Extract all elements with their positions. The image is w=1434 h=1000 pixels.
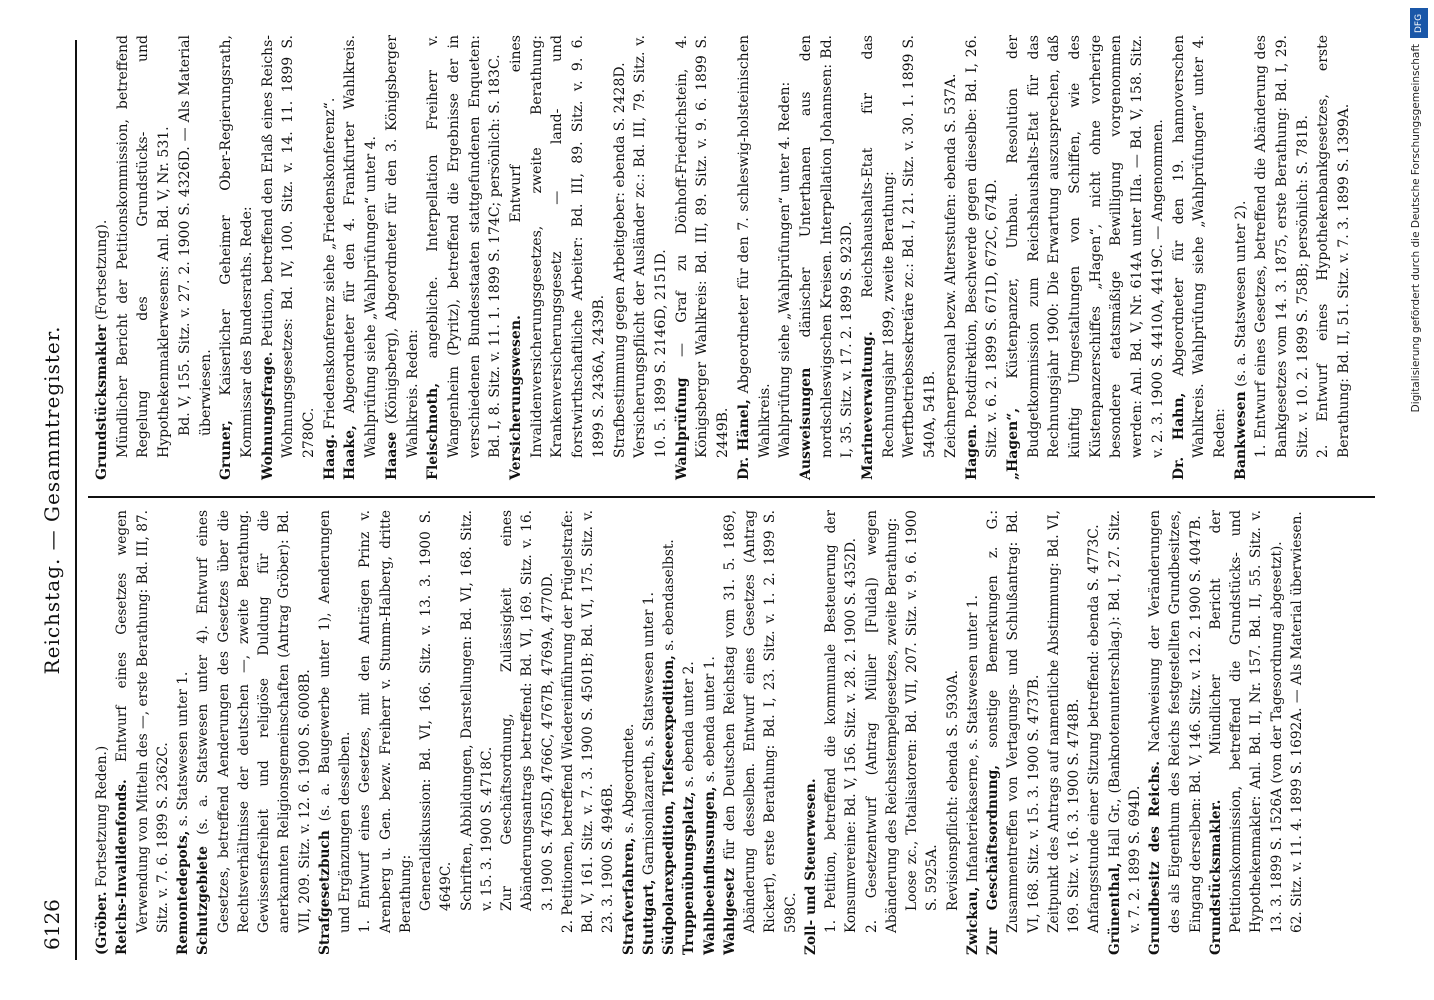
entry-headword: Zwickau, xyxy=(964,886,981,955)
entry-text: Garnisonlazareth, s. Statswesen unter 1. xyxy=(640,592,657,880)
running-head: Reichstag. — Gesammtregister. xyxy=(40,325,64,675)
register-entry xyxy=(1105,510,1146,955)
register-entry xyxy=(92,510,112,955)
register-entry xyxy=(355,510,416,955)
register-entry xyxy=(320,35,341,480)
entry-text: Kaiserlicher Geheimer Ober-Regierungsrath, Kommissar des Bundesraths. Rede: xyxy=(218,35,255,458)
register-entry xyxy=(899,35,940,480)
register-entry xyxy=(175,35,216,480)
entry-text: sonstige Bemerkungen z. G.: Zusammentreffen von Vertagungs- und Schlußantrag: Bd. VI, 168. Sitz. v. 15. 3. 1900 S. 4737B. xyxy=(985,510,1042,933)
entry-text: Reichshaushalts-Etat für das Rechnungsjahr 1899, zweite Berathung: xyxy=(860,35,897,458)
entry-text: Zeichnerpersonal bezw. Altersstufen: ebenda S. 537A. xyxy=(942,73,959,458)
entry-headword: Haag. xyxy=(321,433,338,480)
entry-headword: Grünenthal, xyxy=(1106,862,1123,955)
entry-headword: Grundstücksmakler xyxy=(94,324,110,480)
entry-headword: Haake, xyxy=(342,425,359,480)
entry-text: 1. Entwurf eines Gesetzes, mit den Anträgen Prinz v. Arenberg u. Gen. bezw. Freiherr v. Stumm-Halberg, dritte Berathung: xyxy=(357,510,414,933)
entry-text: Abgeordneter für den 4. Frankfurter Wahlkreis. Wahlprüfung siehe „Wahlprüfungen“ unter 4. xyxy=(342,35,380,458)
register-entry xyxy=(801,510,821,955)
entry-text: Petition, betreffend den Erlaß eines Reichs-Wohnungsgesetzes: Bd. IV, 100. Sitz. v. 14. 11. 1899 S. 2780C. xyxy=(259,35,318,458)
entry-text: (Königsberg), Abgeordneter für den 3. Königsberger Wahlkreis. Reden: xyxy=(383,35,421,458)
register-entry xyxy=(796,35,858,480)
register-entry xyxy=(821,510,862,955)
register-entry xyxy=(734,35,775,480)
register-entry xyxy=(858,35,899,480)
register-entry xyxy=(1003,35,1169,480)
entry-headword: Fleischnoth, xyxy=(425,382,442,480)
entry-headword: Zoll- und Steuerwesen. xyxy=(802,778,819,955)
register-entry xyxy=(423,35,506,480)
entry-headword: Grundbesitz des Reichs. xyxy=(1147,760,1163,955)
register-entry xyxy=(983,510,1044,955)
entry-text: (s. a. Statswesen unter 4). Entwurf eines Gesetzes, betreffend Aenderungen des Gesetzes über die Rechtsverhältnisse der deutschen —, zweite Berathung. Gewissensfreiheit und religiöse Duldung für die anerkannten Religionsgemeinschaften (Antrag Gröber): Bd. VII, 209. Sitz. v. 12. 6. 1900 S. 6008B. xyxy=(195,510,313,933)
digitization-strip xyxy=(1408,8,1430,993)
entry-text: 62. Sitz. v. 11. 4. 1899 S. 1692A. — Als Material überwiesen. xyxy=(1288,511,1305,933)
register-entry xyxy=(943,510,963,955)
entry-text: dänischer Unterthanen aus den nordschleswigschen Kreisen. Interpellation Johannsen: Bd. I, 35. Sitz. v. 17. 2. 1899 S. 923D. xyxy=(797,35,856,458)
digitization-credit: Digitalisierung gefördert durch die Deutsche Forschungsgemeinschaft xyxy=(1410,44,1422,413)
entry-headword: Hagen. xyxy=(963,423,980,480)
entry-headword: Dr. Hahn, xyxy=(1170,392,1187,480)
entry-headword: Grundstücksmakler. xyxy=(1207,799,1224,955)
entry-text: s. Statswesen unter 1. xyxy=(175,671,191,831)
entry-headword: Schutzgebiete xyxy=(195,845,212,955)
entry-headword: Dr. Hänel, xyxy=(735,399,752,480)
entry-text: angebliche. Interpellation Freiherr v. Wangenheim (Pyritz), betreffend die Ergebnisse der in verschiedenen Bundesstaaten stattgefundenen Enqueten: Bd. I, 8. Sitz. v. 11. 1. 1899 S. 174C; persönlich: S. 183C. xyxy=(425,35,504,458)
register-entry xyxy=(1206,510,1287,955)
register-entry xyxy=(497,510,558,955)
column-divider xyxy=(88,496,1375,498)
page-number: 6126 xyxy=(40,899,64,950)
entry-text: Strafbestimmung gegen Arbeitgeber: ebenda S. 2428D. xyxy=(611,62,628,458)
register-entry xyxy=(457,510,498,955)
entry-text: Schriften, Abbildungen, Darstellungen: Bd. VI, 168. Sitz. v. 15. 3. 1900 S. 4718C. xyxy=(458,510,495,911)
register-entry xyxy=(1287,510,1307,955)
entry-headword: Wahlbeeinflussungen, xyxy=(701,786,718,955)
register-entry xyxy=(112,510,173,955)
register-entry xyxy=(862,510,903,955)
entry-headword: Marineverwaltung. xyxy=(860,331,877,480)
register-entry xyxy=(1313,35,1354,480)
register-entry xyxy=(1251,35,1313,480)
register-entry xyxy=(258,35,320,480)
register-entry xyxy=(775,35,796,480)
register-entry xyxy=(619,510,639,955)
register-entry xyxy=(1169,35,1231,480)
entry-text: Zur Geschäftsordnung, Zulässigkeit eines Abänderungsantrags betreffend: Bd. VI, 169. Sitz. v. 16. 3. 1900 S. 4765D, 4766C, 4767B, 4769A, 4770D. xyxy=(499,510,556,911)
entry-text: s. ebenda unter 2. xyxy=(681,661,698,792)
entry-headword: Bankwesen xyxy=(1232,391,1249,480)
register-entry xyxy=(382,35,423,480)
entry-text: Infanteriekaserne, s. Statswesen unter 1. xyxy=(964,595,981,887)
register-entry xyxy=(1231,35,1252,480)
register-entry xyxy=(610,35,631,480)
register-entry xyxy=(963,510,983,955)
entry-text: Hall Gr., (Banknotenunterschlag.): Bd. I, 27. Sitz. v. 7. 2. 1899 S. 694D. xyxy=(1106,510,1143,933)
register-entry xyxy=(558,510,619,955)
register-entry xyxy=(315,510,356,955)
dfg-logo: DFG xyxy=(1410,8,1428,38)
register-entry xyxy=(672,35,734,480)
register-entry xyxy=(679,510,699,955)
register-entry xyxy=(216,35,257,480)
entry-headword: Wohnungsfrage. xyxy=(259,351,276,480)
entry-text: Zeitpunkt des Antrags auf namentliche Abstimmung: Bd. VI, 169. Sitz. v. 16. 3. 1900 S. 4748B. xyxy=(1045,510,1082,933)
entry-text: (s. a. Statswesen unter 2). xyxy=(1232,200,1249,392)
entry-text: 1. Petition, betreffend die kommunale Besteuerung der Konsumvereine: Bd. V, 156. Sitz. v. 28. 2. 1900 S. 4352D. xyxy=(823,510,860,933)
entry-text: (s. a. Baugewerbe unter 1), Aenderungen und Ergänzungen desselben. xyxy=(316,510,353,933)
entry-headword: Strafgesetzbuch xyxy=(316,830,333,955)
register-entry xyxy=(1084,510,1104,955)
entry-headword: Gruner, xyxy=(218,420,235,480)
entry-text: 2. Gesetzentwurf (Antrag Müller [Fulda]) wegen Abänderung des Reichsstempelgesetzes, zweite Berathung: xyxy=(863,510,900,933)
entry-headword: Stuttgart, xyxy=(640,879,657,955)
register-entry xyxy=(1044,510,1085,955)
entry-text: 1. Entwurf eines Gesetzes, betreffend die Abänderung des Bankgesetzes vom 14. 3. 1875, erste Berathung: Bd. I, 29. Sitz. v. 10. 2. 1899 S. 758B; persönlich: S. 781B. xyxy=(1253,35,1311,458)
register-entry xyxy=(92,35,113,480)
register-entry xyxy=(340,35,381,480)
register-entry xyxy=(113,35,175,480)
entry-text: für den Deutschen Reichstag vom 31. 5. 1869, Abänderung desselben. Entwurf eines Gesetzes (Antrag Rickert), erste Berathung: Bd. I, 23. Sitz. v. 1. 2. 1899 S. 598C. xyxy=(721,510,799,933)
entry-headword: Wahlgesetz xyxy=(721,868,738,955)
entry-text: Postdirektion, Beschwerde gegen dieselbe: Bd. I, 26. Sitz. v. 6. 2. 1899 S. 671D, 672C, 674D. xyxy=(963,35,1001,458)
entry-text: Versicherungspflicht der Ausländer zc.: Bd. III, 79. Sitz. v. 10. 5. 1899 S. 2146D, 2151D. xyxy=(632,35,669,458)
entry-headword: Ausweisungen xyxy=(797,367,814,480)
entry-text: Generaldiskussion: Bd. VI, 166. Sitz. v. 13. 3. 1900 S. 4649C. xyxy=(418,510,455,911)
register-entry xyxy=(639,510,659,955)
entry-headword: Reichs-Invalidenfonds. xyxy=(114,779,131,955)
entry-text: (Fortsetzung). xyxy=(94,219,110,325)
register-entry xyxy=(720,510,801,955)
entry-text: Friedenskonferenz siehe „Friedenskonferenz“. xyxy=(321,97,338,434)
entry-text: Abgeordneter für den 7. schleswig-holsteinischen Wahlkreis. xyxy=(735,35,773,458)
entry-text: Nachweisung der Veränderungen des als Eigenthum des Reichs festgestellten Grundbesitzes, Eingang derselben: Bd. V, 146. Sitz. v. 12. 2. 1900 S. 4047B. xyxy=(1147,510,1204,933)
register-entry xyxy=(506,35,610,480)
entry-text: Entwurf eines Gesetzes wegen Verwendung von Mitteln des —, erste Berathung: Bd. III, 87. Sitz. v. 7. 6. 1899 S. 2362C. xyxy=(114,510,171,933)
entry-text: Mündlicher Bericht der Petitionskommission, betreffend die Grundstücks- und Hypothekenmakler: Anl. Bd. II, Nr. 157. Bd. II, 55. Sitz. v. 13. 3. 1899 S. 1526A (von der Tagesordnung abgesetzt). xyxy=(1207,510,1285,933)
entry-headword: Wahlprüfung xyxy=(673,377,690,480)
entry-text: — Graf zu Dönhoff-Friedrichstein, 4. Königsberger Wahlkreis: Bd. III, 89. Sitz. v. 9. 6. 1899 S. 2449B. xyxy=(673,35,732,458)
header-rule xyxy=(75,40,77,960)
register-entry xyxy=(700,510,720,955)
entry-text: Werftbetriebssekretäre zc.: Bd. I, 21. Sitz. v. 30. 1. 1899 S. 540A, 541B. xyxy=(901,35,939,458)
register-entry xyxy=(193,510,315,955)
entry-headword: (Gröber. xyxy=(94,891,110,955)
entry-text: Fortsetzung Reden.) xyxy=(94,745,110,892)
register-entry xyxy=(659,510,679,955)
register-entry xyxy=(416,510,457,955)
right-column xyxy=(92,35,1355,480)
entry-headword: Haase xyxy=(383,431,400,480)
entry-text: Wahlprüfung siehe „Wahlprüfungen“ unter 4. Reden: xyxy=(777,81,794,458)
entry-headword: Zur Geschäftsordnung, xyxy=(985,764,1001,955)
entry-text: Anfangsstunde einer Sitzung betreffend: ebenda S. 4773C. xyxy=(1086,524,1103,933)
entry-headword: Versicherungswesen. xyxy=(508,315,525,480)
entry-headword: Remontedepots, xyxy=(175,830,191,955)
entry-text: Küstenpanzer, Umbau. Resolution der Budgetkommission zum Reichshaushalts-Etat für das Rechnungsjahr 1900: Die Erwartung auszusprechen, daß künftig Umgestaltungen von Schiffen, wie des Küstenpanzerschiffes „Hagen“, nicht ohne vorherige besondere etatsmäßige Bewilligung vorgenommen werden: Anl. Bd. V, Nr. 614A unter IIIa. — Bd. V, 158. Sitz. v. 2. 3. 1900 S. 4410A, 4419C. — Angenommen. xyxy=(1004,35,1166,458)
entry-text: Mündlicher Bericht der Petitionskommission, betreffend Regelung des Grundstücks- und Hypothekenmaklerwesens: Anl. Bd. V, Nr. 531. xyxy=(114,35,173,458)
entry-text: 2. Entwurf eines Hypothekenbankgesetzes, erste Berathung: Bd. II, 51. Sitz. v. 7. 3. 1899 S. 1399A. xyxy=(1315,35,1353,458)
register-entry xyxy=(902,510,943,955)
entry-text: Revisionspflicht: ebenda S. 5930A. xyxy=(944,670,961,911)
entry-text: s. Abgeordnete. xyxy=(620,723,637,838)
entry-headword: Strafverfahren, xyxy=(620,837,637,955)
page-header xyxy=(30,40,70,960)
entry-headword: Truppenübungsplatz, xyxy=(681,791,698,955)
entry-text: 2. Petitionen, betreffend Wiedereinführung der Prügelstrafe: Bd. V, 161. Sitz. v. 7. 3. 1900 S. 4501B; Bd. VI, 175. Sitz. v. 23. 3. 1900 S. 4946B. xyxy=(559,510,617,933)
entry-text: Abgeordneter für den 19. hannoverschen Wahlkreis. Wahlprüfung siehe „Wahlprüfungen“ unter 4. Reden: xyxy=(1170,35,1228,458)
entry-headword: „Hagen“, xyxy=(1004,407,1021,480)
register-entry xyxy=(941,35,962,480)
entry-text: s. ebendaselbst. xyxy=(661,539,677,656)
entry-headword: Südpolarexpedition, Tiefseeexpedition, xyxy=(661,655,677,955)
entry-text: Loose zc., Totalisatoren: Bd. VII, 207. Sitz. v. 9. 6. 1900 S. 5925A. xyxy=(904,510,941,911)
left-column xyxy=(92,510,1307,955)
register-entry xyxy=(630,35,671,480)
entry-text: Entwurf eines Invalidenversicherungsgesetzes, zweite Berathung: Krankenversicherungsgesetz — land- und forstwirthschaftliche Arbeiter: Bd. III, 89. Sitz. v. 9. 6. 1899 S. 2436A, 2439B. xyxy=(508,35,607,458)
register-entry xyxy=(173,510,193,955)
entry-text: s. ebenda unter 1. xyxy=(701,656,718,787)
entry-text: Bd. V, 155. Sitz. v. 27. 2. 1900 S. 4326D. — Als Material überwiesen. xyxy=(176,35,214,436)
register-entry xyxy=(1145,510,1206,955)
register-entry xyxy=(962,35,1003,480)
